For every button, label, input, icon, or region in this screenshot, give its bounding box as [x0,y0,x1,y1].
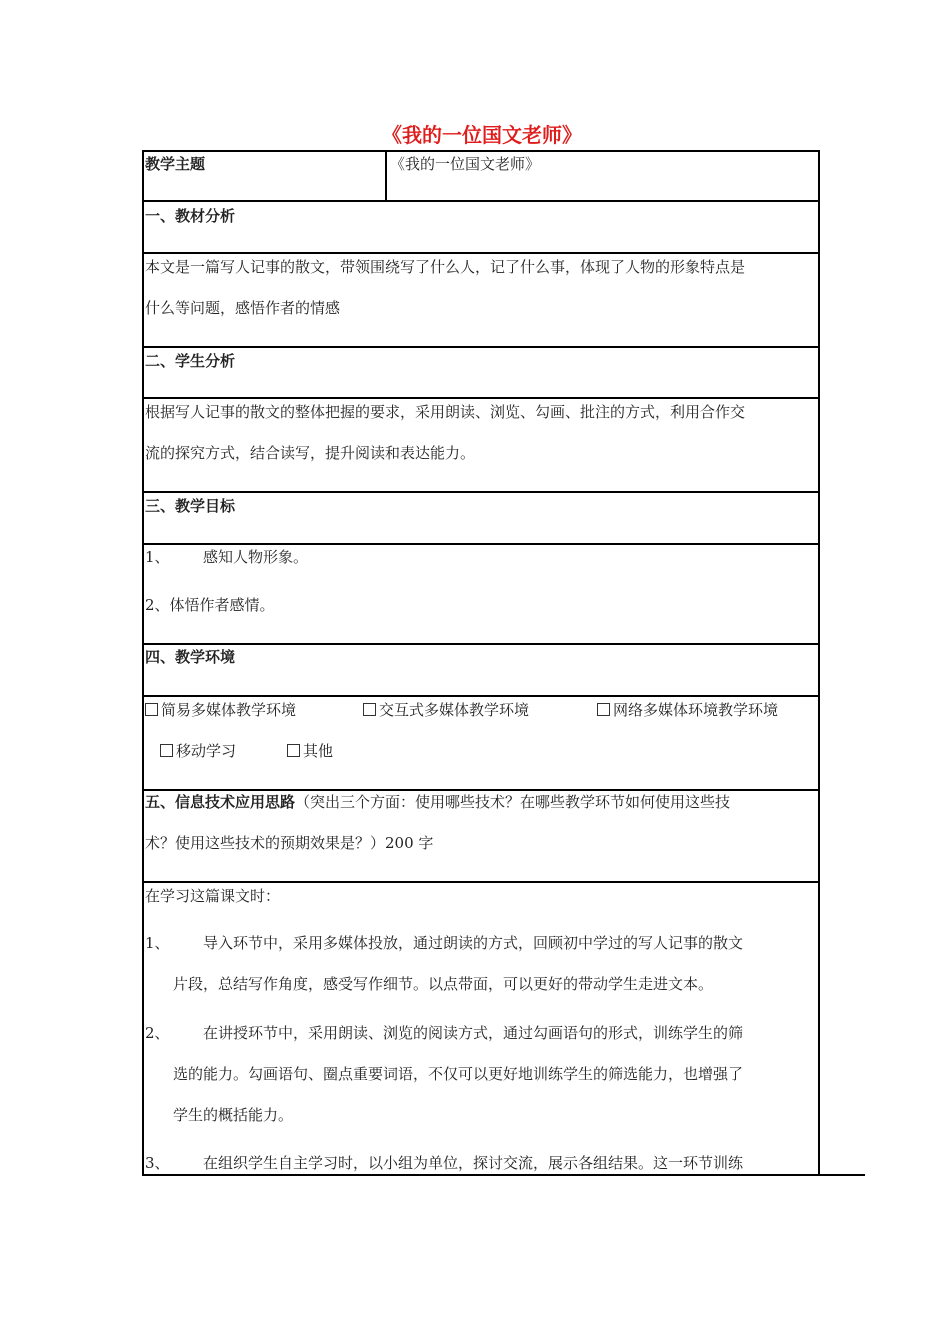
row-divider [142,491,820,493]
document-title: 《我的一位国文老师》 [382,123,582,147]
plan-intro: 在学习这篇课文时： [145,887,281,905]
topic-divider [385,150,387,202]
checkbox-icon [145,703,158,716]
plan-item-1-number: 1、 [145,934,170,952]
plan-item-3-line1: 在组织学生自主学习时，以小组为单位，探讨交流，展示各组结果。这一环节训练 [203,1154,744,1172]
plan-item-1-line1: 导入环节中，采用多媒体投放，通过朗读的方式，回顾初中学过的写人记事的散文 [203,934,744,952]
row-divider [142,695,820,697]
plan-item-3-number: 3、 [145,1154,170,1172]
env-option-mobile[interactable]: 移动学习 [160,741,236,761]
checkbox-icon [287,744,300,757]
section-environment-heading: 四、教学环境 [145,648,236,666]
plan-item-2-line3: 学生的概括能力。 [173,1106,294,1124]
plan-item-2-number: 2、 [145,1024,170,1042]
plan-item-2-line1: 在讲授环节中，采用朗读、浏览的阅读方式，通过勾画语句的形式，训练学生的筛 [203,1024,744,1042]
row-divider [142,643,820,645]
row-divider [142,200,820,202]
section-students-heading: 二、学生分析 [145,352,236,370]
section-tech-heading: 五、信息技术应用思路 [145,793,296,811]
students-text-line1: 根据写人记事的散文的整体把握的要求，采用朗读、浏览、勾画、批注的方式，利用合作交 [145,403,746,421]
checkbox-icon [160,744,173,757]
env-option-interactive[interactable]: 交互式多媒体教学环境 [363,700,529,720]
section-tech-note-line1: （突出三个方面：使用哪些技术？在哪些教学环节如何使用这些技 [295,793,731,811]
table-tail-line [820,1174,865,1176]
row-divider [142,346,820,348]
plan-item-2-line2: 选的能力。勾画语句、圈点重要词语，不仅可以更好地训练学生的筛选能力，也增强了 [173,1065,744,1083]
env-option-simple[interactable]: 简易多媒体教学环境 [145,700,296,720]
goal-2-text: 2、体悟作者感情。 [145,596,275,614]
plan-item-1-line2: 片段，总结写作角度，感受写作细节。以点带面，可以更好的带动学生走进文本。 [173,975,714,993]
goal-1-number: 1、 [145,548,170,566]
checkbox-icon [363,703,376,716]
section-tech-heading-row [145,782,730,823]
goal-1-text: 感知人物形象。 [203,548,309,566]
materials-text-line1: 本文是一篇写人记事的散文，带领围绕写了什么人，记了什么事，体现了人物的形象特点是 [145,258,746,276]
topic-value: 《我的一位国文老师》 [390,155,541,173]
env-option-network[interactable]: 网络多媒体环境教学环境 [597,700,778,720]
topic-label: 教学主题 [145,155,206,173]
checkbox-icon [597,703,610,716]
section-goals-heading: 三、教学目标 [145,497,236,515]
materials-text-line2: 什么等问题，感悟作者的情感 [145,299,341,317]
section-materials-heading: 一、教材分析 [145,207,236,225]
env-option-other[interactable]: 其他 [287,741,333,761]
students-text-line2: 流的探究方式，结合读写，提升阅读和表达能力。 [145,444,476,462]
section-tech-note-line2: 术？使用这些技术的预期效果是？）200 字 [145,834,434,852]
